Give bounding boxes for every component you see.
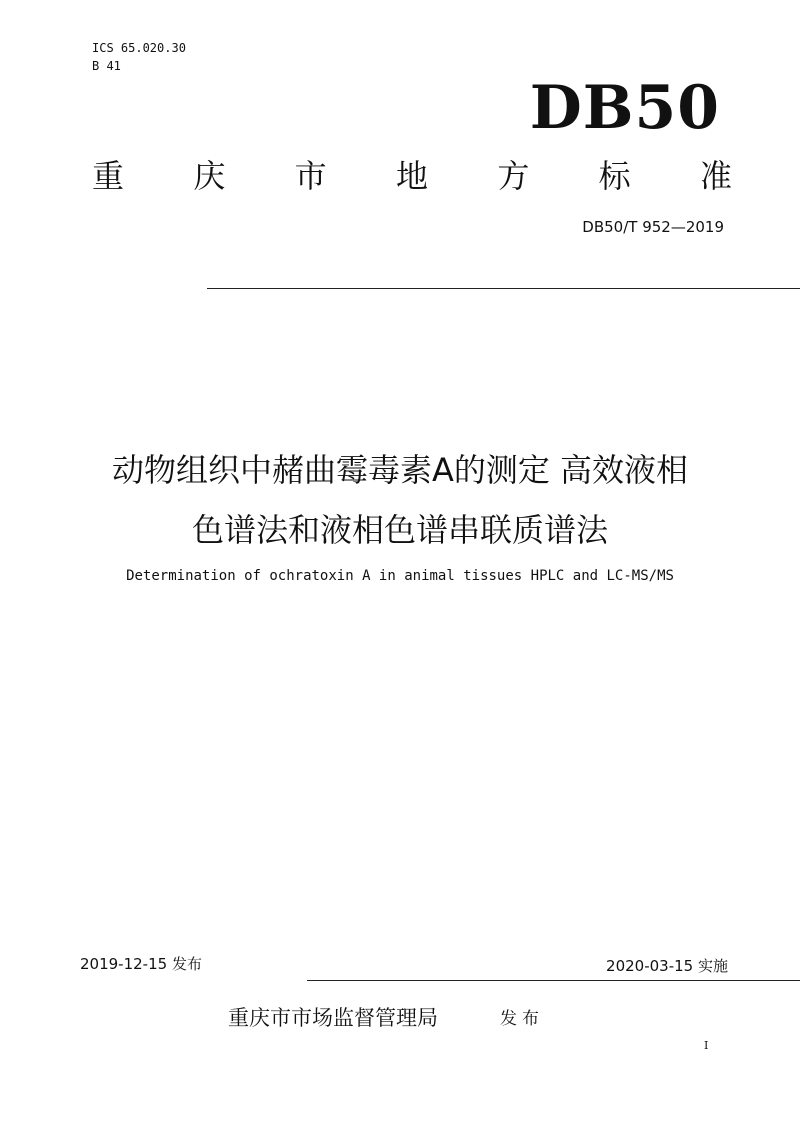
standard-level-char: 准 (699, 157, 732, 195)
ics-code: ICS 65.020.30 (92, 41, 186, 55)
standard-level-char: 市 (294, 157, 327, 195)
standard-level (92, 156, 732, 196)
top-divider (207, 288, 800, 289)
issuing-authority: 重庆市市场监督管理局 (228, 1006, 438, 1030)
issue-date: 2019-12-15 发布 (80, 955, 202, 973)
implementation-date: 2020-03-15 实施 (606, 957, 728, 975)
page-number: I (704, 1039, 709, 1052)
standard-level-char: 标 (598, 157, 631, 195)
standard-level-char: 重 (92, 157, 125, 195)
bottom-divider (307, 980, 800, 981)
title-line-1: 动物组织中赭曲霉毒素A的测定 高效液相 (111, 451, 689, 489)
document-title-en: Determination of ochratoxin A in animal tissues HPLC and LC-MS/MS (126, 568, 674, 584)
standard-level-char: 方 (497, 157, 530, 195)
standard-level-char: 地 (395, 157, 428, 195)
standard-level-char: 庆 (193, 157, 226, 195)
standard-number: DB50/T 952—2019 (582, 218, 724, 236)
document-title-cn (60, 440, 740, 560)
issue-label: 发布 (500, 1009, 544, 1029)
db-logo: DB50 (529, 73, 720, 143)
ccs-code: B 41 (92, 59, 121, 73)
title-line-2: 色谱法和液相色谱串联质谱法 (191, 511, 608, 549)
